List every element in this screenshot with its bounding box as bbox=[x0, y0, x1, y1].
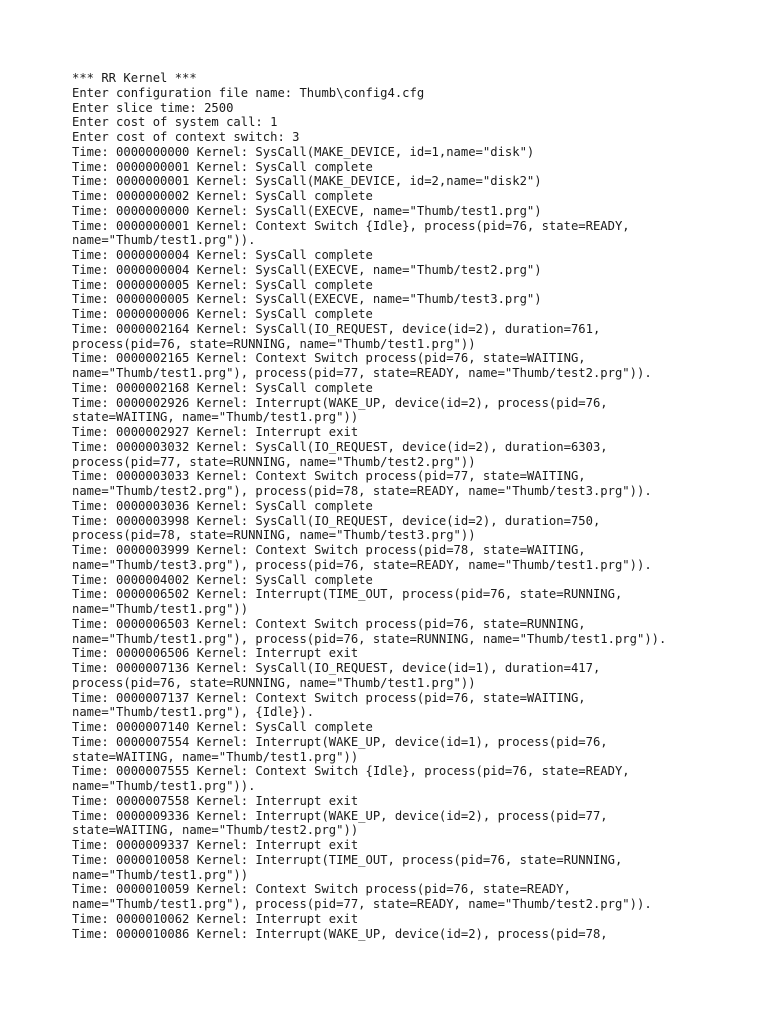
log-line: Time: 0000000001 Kernel: Context Switch {Idle}, process(pid=76, state=READY, bbox=[72, 218, 630, 233]
log-line: Time: 0000007137 Kernel: Context Switch process(pid=76, state=WAITING, bbox=[72, 690, 586, 705]
log-line: Time: 0000000001 Kernel: SysCall(MAKE_DEVICE, id=2,name="disk2") bbox=[72, 174, 542, 189]
log-line: Time: 0000006503 Kernel: Context Switch process(pid=76, state=RUNNING, bbox=[72, 616, 586, 631]
log-line: name="Thumb/test1.prg"), process(pid=77, state=READY, name="Thumb/test2.prg")). bbox=[72, 897, 652, 911]
log-line: Enter cost of system call: 1 bbox=[72, 115, 278, 130]
log-line: Time: 0000003033 Kernel: Context Switch process(pid=77, state=WAITING, bbox=[72, 469, 586, 484]
log-line: Time: 0000009336 Kernel: Interrupt(WAKE_UP, device(id=2), process(pid=77, bbox=[72, 808, 608, 823]
log-line: Enter slice time: 2500 bbox=[72, 100, 234, 115]
log-line: Enter configuration file name: Thumb\config4.cfg bbox=[72, 85, 425, 100]
log-line: Time: 0000003998 Kernel: SysCall(IO_REQUEST, device(id=2), duration=750, bbox=[72, 513, 601, 528]
log-line: Time: 0000007554 Kernel: Interrupt(WAKE_UP, device(id=1), process(pid=76, bbox=[72, 734, 608, 749]
log-line: process(pid=76, state=RUNNING, name="Thumb/test1.prg")) bbox=[72, 336, 476, 351]
log-line: Time: 0000010059 Kernel: Context Switch process(pid=76, state=READY, bbox=[72, 882, 571, 897]
log-line: process(pid=76, state=RUNNING, name="Thumb/test1.prg")) bbox=[72, 675, 476, 690]
log-line: process(pid=78, state=RUNNING, name="Thumb/test3.prg")) bbox=[72, 528, 476, 543]
log-line: Time: 0000007136 Kernel: SysCall(IO_REQUEST, device(id=1), duration=417, bbox=[72, 661, 601, 675]
log-line: state=WAITING, name="Thumb/test1.prg")) bbox=[72, 410, 359, 425]
log-line: Time: 0000004002 Kernel: SysCall complete bbox=[72, 572, 373, 587]
log-line: Time: 0000002164 Kernel: SysCall(IO_REQUEST, device(id=2), duration=761, bbox=[72, 321, 601, 336]
log-line: name="Thumb/test1.prg"), {Idle}). bbox=[72, 705, 315, 720]
log-line: Time: 0000006502 Kernel: Interrupt(TIME_OUT, process(pid=76, state=RUNNING, bbox=[72, 587, 623, 602]
log-line: name="Thumb/test2.prg"), process(pid=78, state=READY, name="Thumb/test3.prg")). bbox=[72, 484, 652, 498]
log-line: Time: 0000010058 Kernel: Interrupt(TIME_OUT, process(pid=76, state=RUNNING, bbox=[72, 852, 623, 867]
log-line: Time: 0000000005 Kernel: SysCall complete bbox=[72, 277, 373, 292]
log-line: Time: 0000007558 Kernel: Interrupt exit bbox=[72, 793, 359, 808]
log-line: Time: 0000002168 Kernel: SysCall complete bbox=[72, 380, 373, 395]
log-line: name="Thumb/test1.prg")) bbox=[72, 867, 249, 882]
log-line: Time: 0000000004 Kernel: SysCall complete bbox=[72, 248, 373, 262]
log-line: Time: 0000000005 Kernel: SysCall(EXECVE, name="Thumb/test3.prg") bbox=[72, 292, 542, 307]
log-line: Time: 0000007555 Kernel: Context Switch {Idle}, process(pid=76, state=READY, bbox=[72, 764, 630, 779]
log-line: name="Thumb/test1.prg")). bbox=[72, 233, 256, 248]
log-line: Time: 0000003036 Kernel: SysCall complete bbox=[72, 498, 373, 513]
log-line: name="Thumb/test1.prg"), process(pid=76, state=RUNNING, name="Thumb/test1.prg")). bbox=[72, 631, 667, 646]
log-line: Time: 0000000001 Kernel: SysCall complete bbox=[72, 159, 373, 174]
log-line: Time: 0000002165 Kernel: Context Switch process(pid=76, state=WAITING, bbox=[72, 351, 586, 366]
log-line: Time: 0000000004 Kernel: SysCall(EXECVE, name="Thumb/test2.prg") bbox=[72, 262, 542, 277]
log-line: Time: 0000003999 Kernel: Context Switch process(pid=78, state=WAITING, bbox=[72, 543, 586, 557]
log-line: Time: 0000010086 Kernel: Interrupt(WAKE_UP, device(id=2), process(pid=78, bbox=[72, 926, 608, 941]
log-line: Time: 0000007140 Kernel: SysCall complete bbox=[72, 720, 373, 734]
log-line: Time: 0000003032 Kernel: SysCall(IO_REQUEST, device(id=2), duration=6303, bbox=[72, 439, 608, 454]
log-line: Time: 0000010062 Kernel: Interrupt exit bbox=[72, 911, 359, 926]
log-line: Time: 0000000006 Kernel: SysCall complete bbox=[72, 307, 373, 321]
log-line: Enter cost of context switch: 3 bbox=[72, 130, 300, 144]
log-line: name="Thumb/test1.prg")). bbox=[72, 779, 256, 793]
log-line: *** RR Kernel *** bbox=[72, 71, 197, 85]
log-line: state=WAITING, name="Thumb/test1.prg")) bbox=[72, 749, 359, 764]
log-line: Time: 0000002926 Kernel: Interrupt(WAKE_UP, device(id=2), process(pid=76, bbox=[72, 395, 608, 410]
log-line: Time: 0000000000 Kernel: SysCall(EXECVE, name="Thumb/test1.prg") bbox=[72, 203, 542, 218]
log-line: process(pid=77, state=RUNNING, name="Thumb/test2.prg")) bbox=[72, 454, 476, 469]
log-line: Time: 0000009337 Kernel: Interrupt exit bbox=[72, 838, 359, 852]
log-line: state=WAITING, name="Thumb/test2.prg")) bbox=[72, 823, 359, 838]
log-line: name="Thumb/test3.prg"), process(pid=76, state=READY, name="Thumb/test1.prg")). bbox=[72, 557, 652, 572]
kernel-log bbox=[72, 71, 666, 941]
log-line: name="Thumb/test1.prg"), process(pid=77, state=READY, name="Thumb/test2.prg")). bbox=[72, 366, 652, 380]
log-line: Time: 0000000002 Kernel: SysCall complete bbox=[72, 189, 373, 203]
log-line: Time: 0000006506 Kernel: Interrupt exit bbox=[72, 646, 359, 661]
log-line: name="Thumb/test1.prg")) bbox=[72, 602, 249, 616]
log-line: Time: 0000000000 Kernel: SysCall(MAKE_DEVICE, id=1,name="disk") bbox=[72, 144, 535, 159]
log-line: Time: 0000002927 Kernel: Interrupt exit bbox=[72, 425, 359, 439]
